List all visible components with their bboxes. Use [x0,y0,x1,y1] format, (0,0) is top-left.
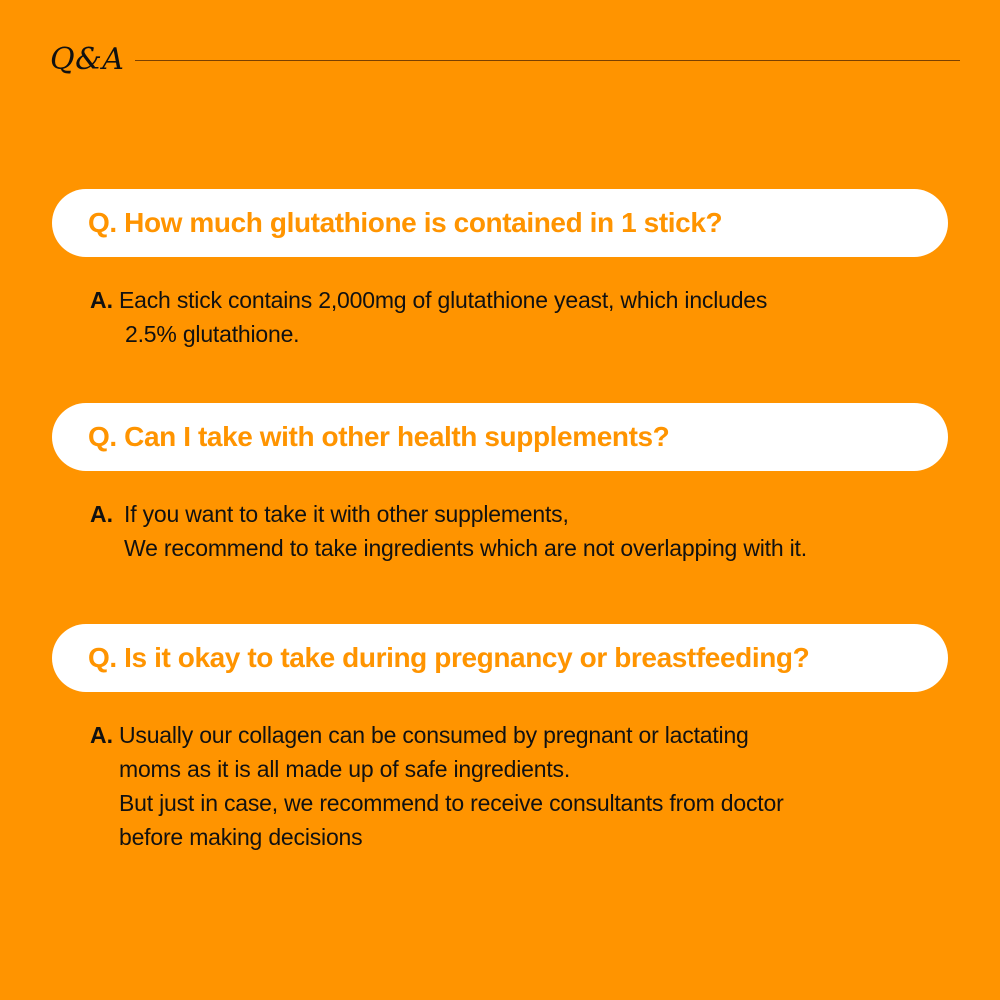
qa-item [52,189,948,351]
question-pill [52,403,948,471]
answer-line: moms as it is all made up of safe ingredients. [119,756,571,782]
answer-line: Each stick contains 2,000mg of glutathione yeast, which includes [119,287,768,313]
answer-line: But just in case, we recommend to receive consultants from doctor [119,790,784,816]
answer-prefix: A. [90,501,113,527]
qa-item [52,403,948,565]
answer-text [113,497,807,565]
page-header [50,38,960,82]
question-text: Q. How much glutathione is contained in 1 stick? [88,207,723,238]
page-title: Q&A [50,42,125,77]
answer-prefix: A. [90,287,113,313]
header-divider [135,60,960,61]
answer-line: Usually our collagen can be consumed by pregnant or lactating [119,722,749,748]
answer-text [113,283,767,351]
question-text: Q. Can I take with other health supplements? [88,421,670,452]
answer-line: We recommend to take ingredients which are not overlapping with it. [124,535,807,561]
question-text: Q. Is it okay to take during pregnancy or breastfeeding? [88,642,810,673]
answer [52,718,948,854]
answer-line: 2.5% glutathione. [125,321,300,347]
answer-line: before making decisions [119,824,363,850]
question-pill [52,624,948,692]
answer-prefix: A. [90,722,113,748]
question-pill [52,189,948,257]
answer [52,497,948,565]
answer-text [113,718,784,854]
answer-line: If you want to take it with other supplements, [124,501,569,527]
qa-item [52,624,948,854]
answer [52,283,948,351]
